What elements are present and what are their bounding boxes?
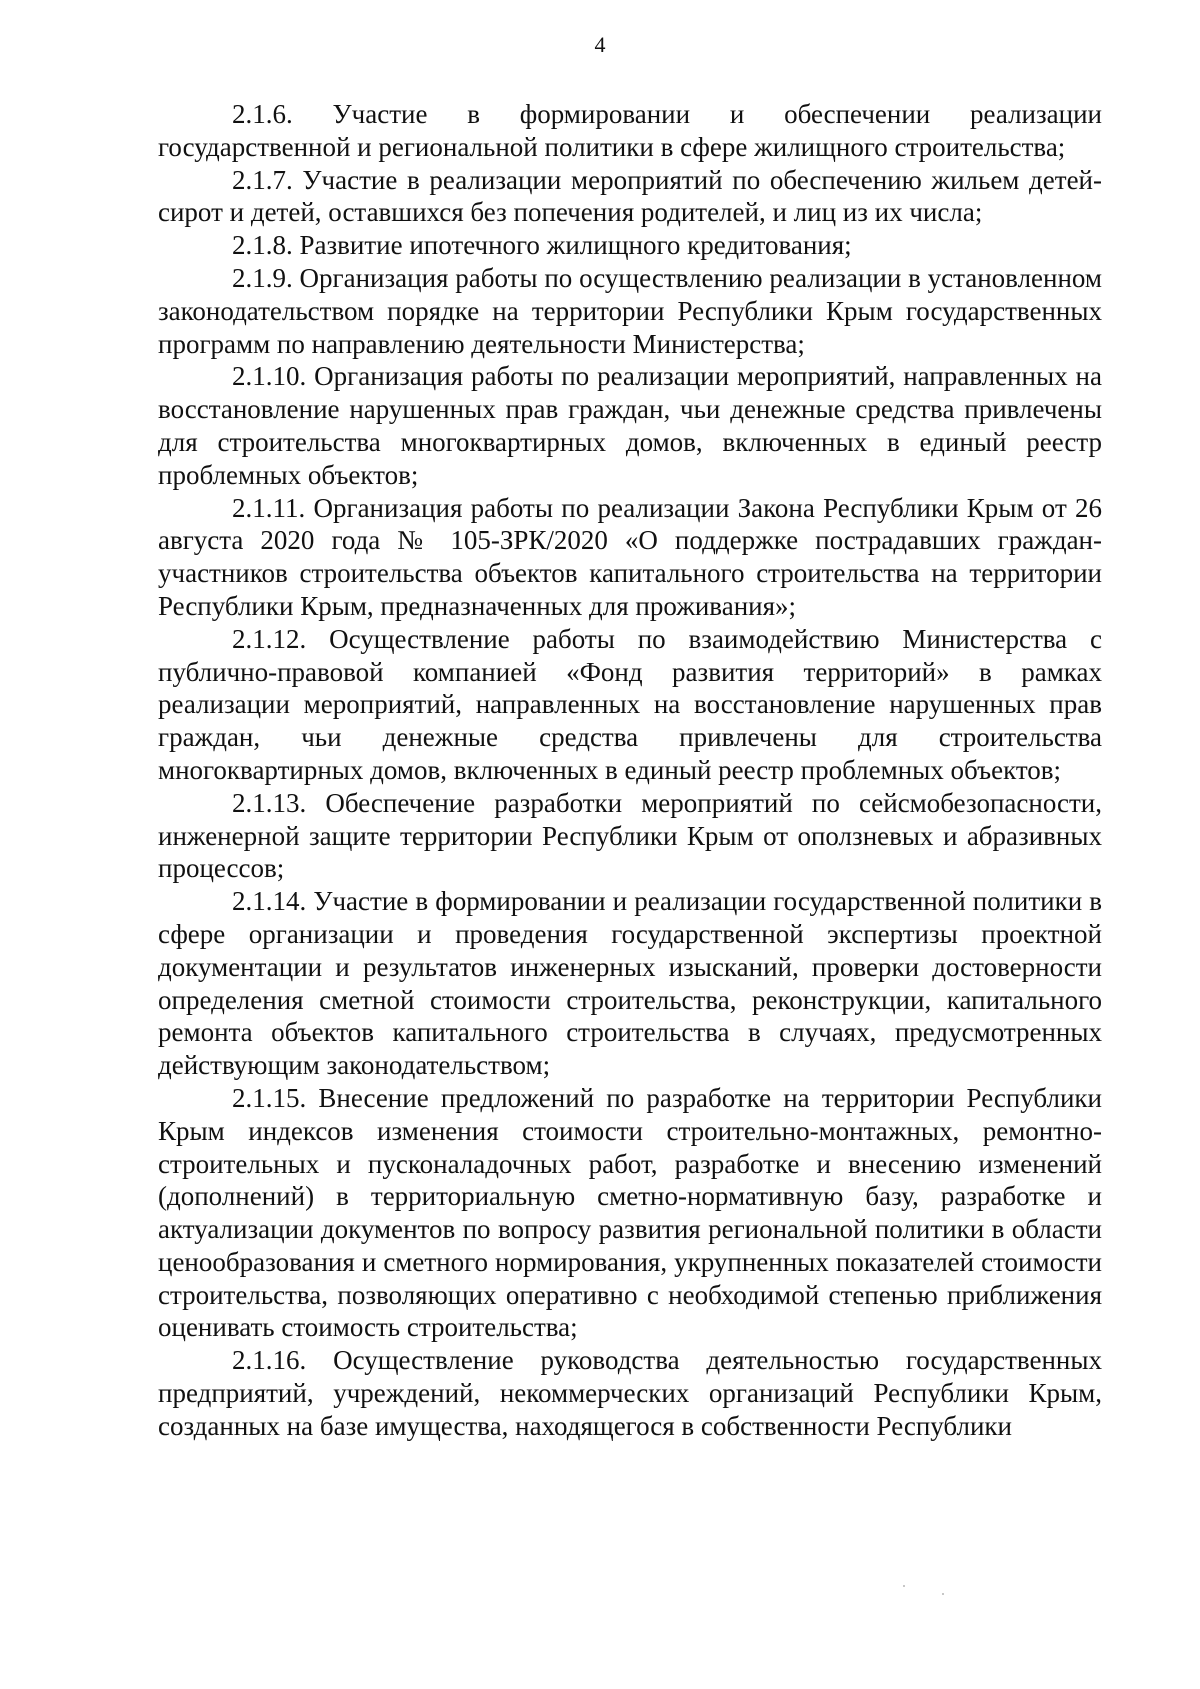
paragraph-2-1-7: 2.1.7. Участие в реализации мероприятий по обеспечению жильем детей-сирот и детей, оставшихся без попечения родителей, и лиц из их числа; (158, 164, 1102, 228)
paragraph-2-1-16: 2.1.16. Осуществление руководства деятельностью государственных предприятий, учреждений, некоммерческих организаций Республики Крым, созданных на базе имущества, находящегося в собственности Республики (158, 1345, 1102, 1441)
paragraph-2-1-9: 2.1.9. Организация работы по осуществлению реализации в установленном законодательством порядке на территории Республики Крым государственных программ по направлению деятельности Министерства; (158, 262, 1102, 359)
paragraph-2-1-8: 2.1.8. Развитие ипотечного жилищного кредитования; (232, 230, 852, 261)
paragraph-2-1-12: 2.1.12. Осуществление работы по взаимодействию Министерства с публично-правовой компанией «Фонд развития территорий» в рамках реализации мероприятий, направленных на восстановление нарушенных прав граждан, чьи денежные средства привлечены для строительства многоквартирных домов, включенных в единый реестр проблемных объектов; (158, 623, 1102, 785)
page-number: 4 (594, 32, 606, 57)
paragraph-2-1-15: 2.1.15. Внесение предложений по разработке на территории Республики Крым индексов изменения стоимости строительно-монтажных, ремонтно-строительных и пусконаладочных работ, разработке и внесению изменений (дополнений) в территориальную сметно-нормативную базу, разработке и актуализации документов по вопросу развития региональной политики в области ценообразования и сметного нормирования, укрупненных показателей стоимости строительства, позволяющих оперативно с необходимой степенью приближения оценивать стоимость строительства; (158, 1082, 1102, 1343)
paragraph-2-1-14: 2.1.14. Участие в формировании и реализации государственной политики в сфере организации и проведения государственной экспертизы проектной документации и результатов инженерных изысканий, проверки достоверности определения сметной стоимости строительства, реконструкции, капитального ремонта объектов капитального строительства в случаях, предусмотренных действующим законодательством; (158, 886, 1102, 1081)
paragraph-2-1-10: 2.1.10. Организация работы по реализации мероприятий, направленных на восстановление нарушенных прав граждан, чьи денежные средства привлечены для строительства многоквартирных домов, включенных в единый реестр проблемных объектов; (158, 361, 1102, 490)
paragraph-2-1-6: 2.1.6. Участие в формировании и обеспечении реализации государственной и региональной политики в сфере жилищного строительства; (158, 99, 1102, 162)
paragraph-2-1-11: 2.1.11. Организация работы по реализации Закона Республики Крым от 26 августа 2020 года № 105-ЗРК/2020 «О поддержке пострадавших граждан-участников строительства объектов капитального строительства на территории Республики Крым, предназначенных для проживания»; (158, 492, 1102, 621)
scan-speck (903, 1585, 905, 1587)
document-body (158, 98, 1102, 1443)
paragraph-2-1-13: 2.1.13. Обеспечение разработки мероприятий по сейсмобезопасности, инженерной защите территории Республики Крым от оползневых и абразивных процессов; (158, 787, 1102, 884)
scan-speck (942, 1593, 944, 1595)
